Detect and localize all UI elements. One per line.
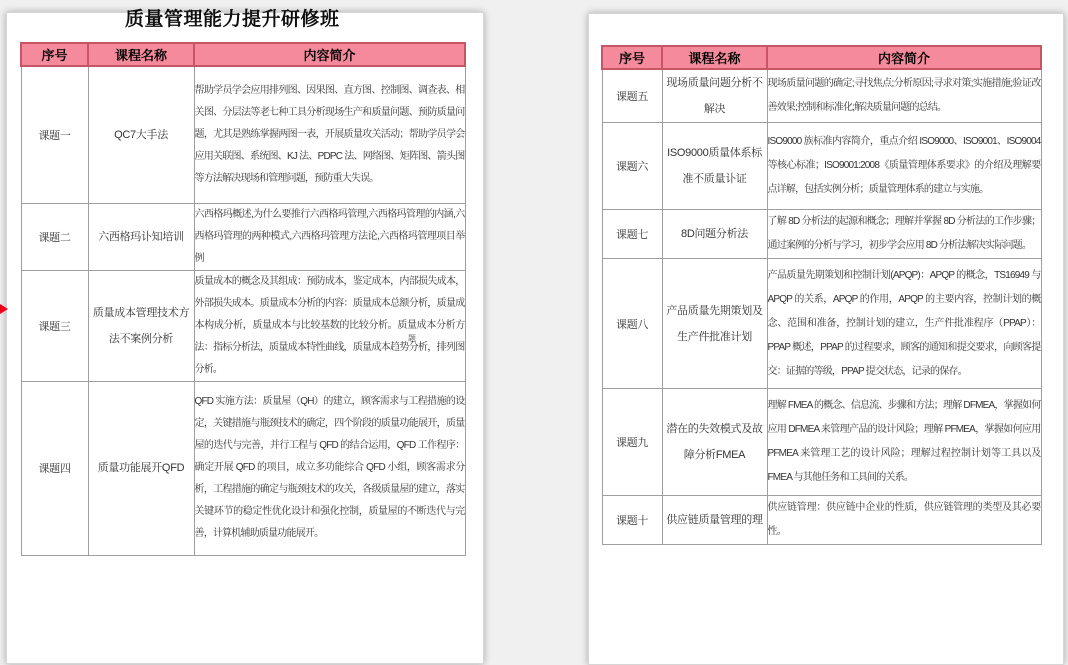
table-row <box>21 203 465 270</box>
course-name-cell[interactable]: 六西格玛讣知培训 <box>88 203 194 270</box>
description-cell[interactable]: 帮助学员学会应用排列图、因果图、直方图、控制图、调查表、相关图、分层法等老七种工具分析现场生产和质量问题、预防质量问题，尤其是熟练掌握两图一表，开展质量攻关活动；帮助学员学会应用关联图、系统图、KJ 法、PDPC 法、网络图、矩阵图、箭头图等方法解决现场和管理问题，预防重大失误。 <box>194 66 465 203</box>
description-cell[interactable]: 供应链管理：供应链中企业的性质，供应链管理的类型及其必要性。 <box>767 496 1041 545</box>
serial-cell[interactable]: 课题三 <box>21 270 88 381</box>
course-name-cell[interactable]: 质量成本管理技术方法不案例分析 <box>88 270 194 381</box>
table-row <box>21 66 465 203</box>
course-table-page1 <box>20 42 466 556</box>
serial-cell[interactable]: 课题八 <box>602 259 662 389</box>
serial-cell[interactable]: 课题一 <box>21 66 88 203</box>
course-name-cell[interactable]: ISO9000质量体系标准不质量讣证 <box>662 123 767 210</box>
course-name-cell[interactable]: QC7大手法 <box>88 66 194 203</box>
description-cell[interactable]: ISO9000 族标准内容简介，重点介绍 ISO9000、ISO9001、ISO9004 等核心标准；ISO9001:2008《质量管理体系要求》的介绍及理解要点详解，包括实例分析；质量管理体系的建立与实施。 <box>767 123 1041 210</box>
table-row <box>21 381 465 555</box>
description-cell[interactable]: 产品质量先期策划和控制计划(APQP)：APQP 的概念，TS16949 与 APQP 的关系，APQP 的作用，APQP 的主要内容，控制计划的概念、范围和准备，控制计划的建立，生产件批准程序（PPAP）：PPAP 概述，PPAP 的过程要求，顾客的通知和提交要求，向顾客提交：证据的等级，PPAP 提交状态，记录的保存。 <box>767 259 1041 389</box>
table-row <box>602 210 1041 259</box>
annotation-arrow-marker <box>0 304 8 314</box>
column-header-serial[interactable]: 序号 <box>21 43 88 66</box>
serial-cell[interactable]: 课题五 <box>602 69 662 123</box>
page-title[interactable]: 质量管理能力提升研修班 <box>125 9 340 30</box>
course-name-cell[interactable]: 质量功能展开QFD <box>88 381 194 555</box>
table-header-row <box>21 43 465 66</box>
document-page-1[interactable] <box>6 12 484 664</box>
serial-cell[interactable]: 课题七 <box>602 210 662 259</box>
serial-cell[interactable]: 课题六 <box>602 123 662 210</box>
table-row <box>602 496 1041 545</box>
course-table-page2 <box>601 45 1042 545</box>
column-header-course-name[interactable]: 课程名称 <box>662 46 767 69</box>
course-name-cell[interactable]: 潜在的失效模式及故障分析FMEA <box>662 389 767 496</box>
column-header-summary[interactable]: 内容简介 <box>194 43 465 66</box>
description-cell[interactable]: QFD 实施方法：质量屋（QH）的建立，顾客需求与工程措施的设定，关键措施与瓶颈技术的确定，四个阶段的质量功能展开，质量屋的迭代与完善，并行工程与 QFD 的结合运用，QFD 工作程序：确定开展 QFD 的项目，成立多功能综合 QFD 小组，顾客需求分析，工程措施的确定与瓶颈技术的攻关，各级质量屋的建立，落实关键环节的稳定性优化设计和强化控制，质量屋的不断迭代与完善，计算机辅助质量功能展开。 <box>194 381 465 555</box>
description-cell[interactable]: 六西格玛概述,为什么要推行六西格玛管理,六西格玛管理的内涵,六西格玛管理的两种模式,六西格玛管理方法论,六西格玛管理项目举例 <box>194 203 465 270</box>
table-row <box>602 123 1041 210</box>
table-row <box>21 270 465 381</box>
serial-cell[interactable]: 课题二 <box>21 203 88 270</box>
stray-character-artifact: 题 <box>408 334 416 343</box>
table-row <box>602 69 1041 123</box>
column-header-serial[interactable]: 序号 <box>602 46 662 69</box>
column-header-course-name[interactable]: 课程名称 <box>88 43 194 66</box>
column-header-summary[interactable]: 内容简介 <box>767 46 1041 69</box>
course-name-cell[interactable]: 现场质量问题分析不解决 <box>662 69 767 123</box>
table-header-row <box>602 46 1041 69</box>
serial-cell[interactable]: 课题四 <box>21 381 88 555</box>
course-name-cell[interactable]: 产品质量先期策划及生产件批准计划 <box>662 259 767 389</box>
serial-cell[interactable]: 课题十 <box>602 496 662 545</box>
table-row <box>602 259 1041 389</box>
course-name-cell[interactable]: 8D问题分析法 <box>662 210 767 259</box>
serial-cell[interactable]: 课题九 <box>602 389 662 496</box>
description-cell[interactable]: 了解 8D 分析法的起源和概念；理解并掌握 8D 分析法的工作步骤；通过案例的分析与学习，初步学会应用 8D 分析法解决实际问题。 <box>767 210 1041 259</box>
description-cell[interactable]: 理解 FMEA 的概念、信息流、步骤和方法；理解 DFMEA，掌握如何应用 DFMEA 来管理产品的设计风险；理解 PFMEA，掌握如何应用 PFMEA 来管理工艺的设计风险；理解过程控制计划等工具以及 FMEA 与其他任务和工具间的关系。 <box>767 389 1041 496</box>
document-page-2[interactable] <box>588 13 1064 665</box>
table-row <box>602 389 1041 496</box>
description-cell[interactable]: 现场质量问题的确定;寻找焦点;分析原因;寻求对策;实施措施;验证改善效果;控制和标准化;解决质量问题的总结。 <box>767 69 1041 123</box>
description-cell[interactable]: 质量成本的概念及其组成：预防成本，鉴定成本，内部损失成本，外部损失成本。质量成本分析的内容：质量成本总额分析，质量成本构成分析，质量成本与比较基数的比较分析。质量成本分析方法：指标分析法，质量成本特性曲线，质量成本趋势分析，排列图分析。 <box>194 270 465 381</box>
course-name-cell[interactable]: 供应链质量管理的理 <box>662 496 767 545</box>
